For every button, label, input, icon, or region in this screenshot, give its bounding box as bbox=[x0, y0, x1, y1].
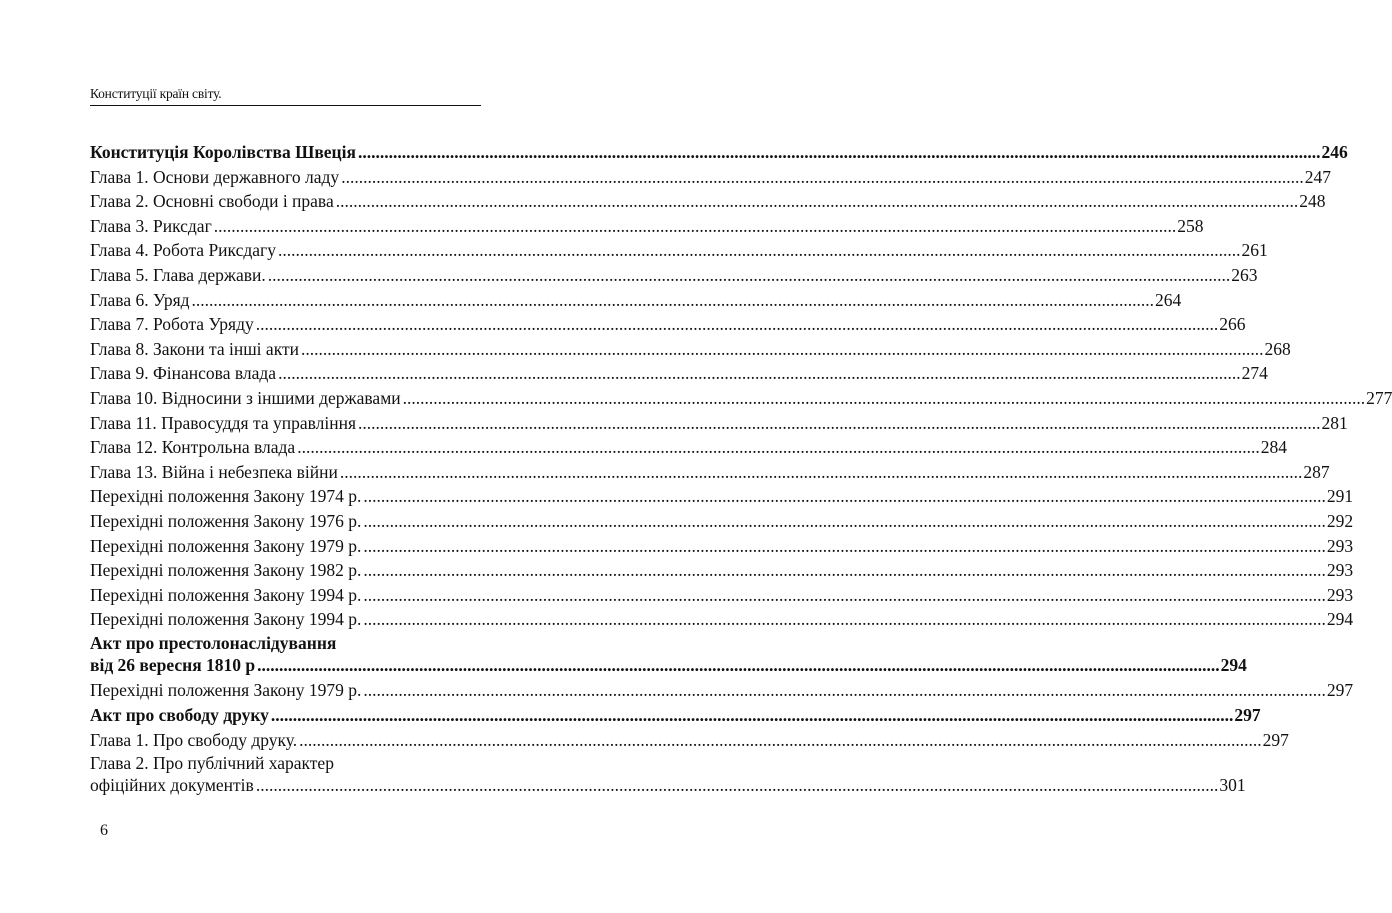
toc-entry bbox=[90, 214, 1204, 239]
toc-entry-line bbox=[90, 774, 1246, 799]
dot-leader: ............................................................................................................................................................................................................................ bbox=[358, 412, 1321, 433]
toc-entry bbox=[90, 386, 1392, 411]
toc-entry-page: 266 bbox=[1219, 314, 1246, 335]
toc-entry bbox=[90, 238, 1268, 263]
dot-leader: ............................................................................................................................................................................................................................ bbox=[363, 680, 1326, 701]
toc-entry-page: 297 bbox=[1234, 705, 1261, 726]
toc-entry bbox=[90, 288, 1182, 313]
toc-entry-page: 294 bbox=[1326, 609, 1354, 630]
toc-entry bbox=[90, 484, 1354, 509]
toc-entry-page: 297 bbox=[1326, 680, 1354, 701]
toc-entry bbox=[90, 728, 1289, 753]
toc-entry-title: Перехідні положення Закону 1976 р. bbox=[90, 510, 362, 531]
header-rule bbox=[90, 105, 481, 106]
toc-entry-title: Перехідні положення Закону 1974 р. bbox=[90, 486, 362, 507]
dot-leader: ............................................................................................................................................................................................................................ bbox=[341, 166, 1304, 187]
toc-entry-page: 274 bbox=[1241, 363, 1268, 384]
toc-entry-title: Перехідні положення Закону 1994 р. bbox=[90, 609, 362, 630]
toc-entry-title: Глава 11. Правосуддя та управління bbox=[90, 412, 357, 433]
dot-leader: ............................................................................................................................................................................................................................ bbox=[299, 729, 1262, 750]
toc-entry-page: 301 bbox=[1219, 775, 1246, 796]
dot-leader: ............................................................................................................................................................................................................................ bbox=[297, 437, 1260, 458]
toc-entry-title: Глава 6. Уряд bbox=[90, 289, 190, 310]
dot-leader: ............................................................................................................................................................................................................................ bbox=[255, 775, 1219, 796]
toc-entry-title: Глава 3. Риксдаг bbox=[90, 215, 212, 236]
dot-leader: ............................................................................................................................................................................................................................ bbox=[363, 560, 1326, 581]
dot-leader: ............................................................................................................................................................................................................................ bbox=[277, 240, 1241, 261]
toc-entry-page: 292 bbox=[1326, 510, 1354, 531]
toc-entry-page: 293 bbox=[1326, 535, 1354, 556]
toc-entry-page: 294 bbox=[1220, 654, 1247, 675]
toc-entry-page: 261 bbox=[1241, 240, 1268, 261]
toc-entry bbox=[90, 703, 1261, 728]
dot-leader: ............................................................................................................................................................................................................................ bbox=[363, 510, 1326, 531]
toc-entry-page: 263 bbox=[1231, 264, 1258, 285]
toc-entry-page: 287 bbox=[1303, 461, 1330, 482]
toc-entry-page: 293 bbox=[1326, 560, 1354, 581]
toc-entry bbox=[90, 678, 1354, 703]
toc-entry-line bbox=[90, 654, 1247, 679]
toc-entry-page: 291 bbox=[1326, 486, 1354, 507]
toc-entry bbox=[90, 460, 1330, 485]
toc-entry-page: 247 bbox=[1304, 166, 1331, 187]
toc-entry-title: Акт про свободу друку bbox=[90, 705, 269, 726]
toc-entry bbox=[90, 752, 1246, 799]
toc-entry bbox=[90, 558, 1354, 583]
toc-entry-title: Глава 10. Відносини з іншими державами bbox=[90, 387, 401, 408]
toc-entry-page: 281 bbox=[1321, 412, 1348, 433]
toc-entry bbox=[90, 509, 1354, 534]
toc-entry bbox=[90, 583, 1354, 608]
dot-leader: ............................................................................................................................................................................................................................ bbox=[363, 486, 1326, 507]
dot-leader: ............................................................................................................................................................................................................................ bbox=[191, 289, 1155, 310]
toc-entry-title: Глава 7. Робота Уряду bbox=[90, 314, 254, 335]
toc-entry-title: Глава 2. Основні свободи і права bbox=[90, 191, 334, 212]
toc-entry-title: Глава 1. Про свободу друку. bbox=[90, 729, 298, 750]
dot-leader: ............................................................................................................................................................................................................................ bbox=[402, 387, 1366, 408]
toc-entry-page: 297 bbox=[1262, 729, 1289, 750]
dot-leader: ............................................................................................................................................................................................................................ bbox=[270, 705, 1234, 726]
toc-entry bbox=[90, 411, 1348, 436]
running-title: Конституції країн світу. bbox=[90, 86, 222, 101]
table-of-contents bbox=[90, 140, 1392, 799]
page-number: 6 bbox=[100, 822, 108, 839]
toc-entry-page: 246 bbox=[1321, 142, 1348, 162]
toc-entry-title-line: Акт про престолонаслідування bbox=[90, 632, 337, 653]
toc-entry-title: Глава 13. Війна і небезпека війни bbox=[90, 461, 338, 482]
toc-entry-title: Глава 8. Закони та інші акти bbox=[90, 338, 299, 359]
toc-entry bbox=[90, 435, 1287, 460]
toc-entry-title: Перехідні положення Закону 1994 р. bbox=[90, 584, 362, 605]
toc-entry-page: 264 bbox=[1155, 289, 1182, 310]
toc-entry-title: Глава 5. Глава держави. bbox=[90, 264, 266, 285]
toc-entry bbox=[90, 165, 1331, 190]
toc-entry-page: 248 bbox=[1299, 191, 1326, 212]
toc-entry-title-line: Глава 2. Про публічний характер bbox=[90, 753, 334, 774]
dot-leader: ............................................................................................................................................................................................................................ bbox=[267, 264, 1231, 285]
dot-leader: ............................................................................................................................................................................................................................ bbox=[255, 314, 1219, 335]
toc-entry-page: 268 bbox=[1264, 338, 1291, 359]
toc-entry-page: 293 bbox=[1326, 584, 1354, 605]
toc-entry-title: від 26 вересня 1810 р bbox=[90, 654, 256, 675]
dot-leader: ............................................................................................................................................................................................................................ bbox=[257, 654, 1220, 675]
toc-entry-title: Перехідні положення Закону 1979 р. bbox=[90, 680, 362, 701]
toc-entry-title: Перехідні положення Закону 1979 р. bbox=[90, 535, 362, 556]
dot-leader: ............................................................................................................................................................................................................................ bbox=[213, 215, 1177, 236]
toc-entry-title: офіційних документів bbox=[90, 775, 254, 796]
toc-entry bbox=[90, 607, 1354, 632]
dot-leader: ............................................................................................................................................................................................................................ bbox=[363, 584, 1326, 605]
toc-entry-page: 277 bbox=[1366, 387, 1392, 408]
toc-entry bbox=[90, 632, 1247, 679]
dot-leader: ............................................................................................................................................................................................................................ bbox=[363, 609, 1326, 630]
dot-leader: ............................................................................................................................................................................................................................ bbox=[335, 191, 1299, 212]
toc-entry-title: Глава 1. Основи державного ладу bbox=[90, 166, 340, 187]
toc-entry bbox=[90, 312, 1246, 337]
toc-entry bbox=[90, 263, 1258, 288]
toc-entry bbox=[90, 140, 1348, 165]
toc-entry-title: Глава 9. Фінансова влада bbox=[90, 363, 277, 384]
dot-leader: ............................................................................................................................................................................................................................ bbox=[278, 363, 1241, 384]
toc-entry bbox=[90, 361, 1268, 386]
dot-leader: ............................................................................................................................................................................................................................ bbox=[339, 461, 1303, 482]
toc-entry bbox=[90, 337, 1291, 362]
toc-entry bbox=[90, 189, 1326, 214]
toc-entry-page: 258 bbox=[1177, 215, 1204, 236]
dot-leader: ............................................................................................................................................................................................................................ bbox=[363, 535, 1326, 556]
toc-entry-title: Глава 12. Контрольна влада bbox=[90, 437, 296, 458]
toc-entry-title: Перехідні положення Закону 1982 р. bbox=[90, 560, 362, 581]
toc-entry-page: 284 bbox=[1260, 437, 1287, 458]
toc-entry-title: Конституція Королівства Швеція bbox=[90, 142, 356, 162]
toc-entry-title: Глава 4. Робота Риксдагу bbox=[90, 240, 276, 261]
toc-entry bbox=[90, 534, 1354, 559]
dot-leader: ............................................................................................................................................................................................................................ bbox=[300, 338, 1264, 359]
dot-leader: ............................................................................................................................................................................................................................ bbox=[357, 142, 1321, 162]
